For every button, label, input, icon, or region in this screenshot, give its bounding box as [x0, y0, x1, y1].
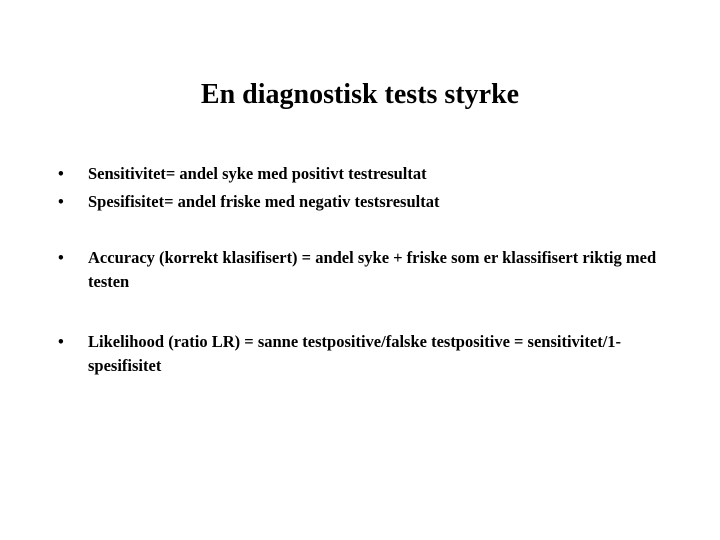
slide-title: En diagnostisk tests styrke: [200, 79, 520, 110]
bullet-text: Likelihood (ratio LR) = sanne testpositive/falske testpositive = sensitivitet/1-spesifisitet: [88, 332, 622, 375]
bullet-marker: •: [58, 248, 64, 267]
bullet-text: Sensitivitet= andel syke med positivt testresultat: [88, 164, 427, 183]
bullet-marker: •: [58, 332, 64, 351]
bullet-marker: •: [58, 192, 64, 211]
bullet-text: Spesifisitet= andel friske med negativ testsresultat: [88, 192, 440, 211]
bullet-item-likelihood: [58, 330, 658, 378]
bullet-item-accuracy: [58, 246, 658, 294]
bullet-item-spesifisitet: [58, 190, 658, 214]
bullet-text: Accuracy (korrekt klasifisert) = andel syke + friske som er klassifisert riktig med testen: [88, 248, 657, 291]
bullet-item-sensitivitet: [58, 162, 658, 186]
bullet-marker: •: [58, 164, 64, 183]
